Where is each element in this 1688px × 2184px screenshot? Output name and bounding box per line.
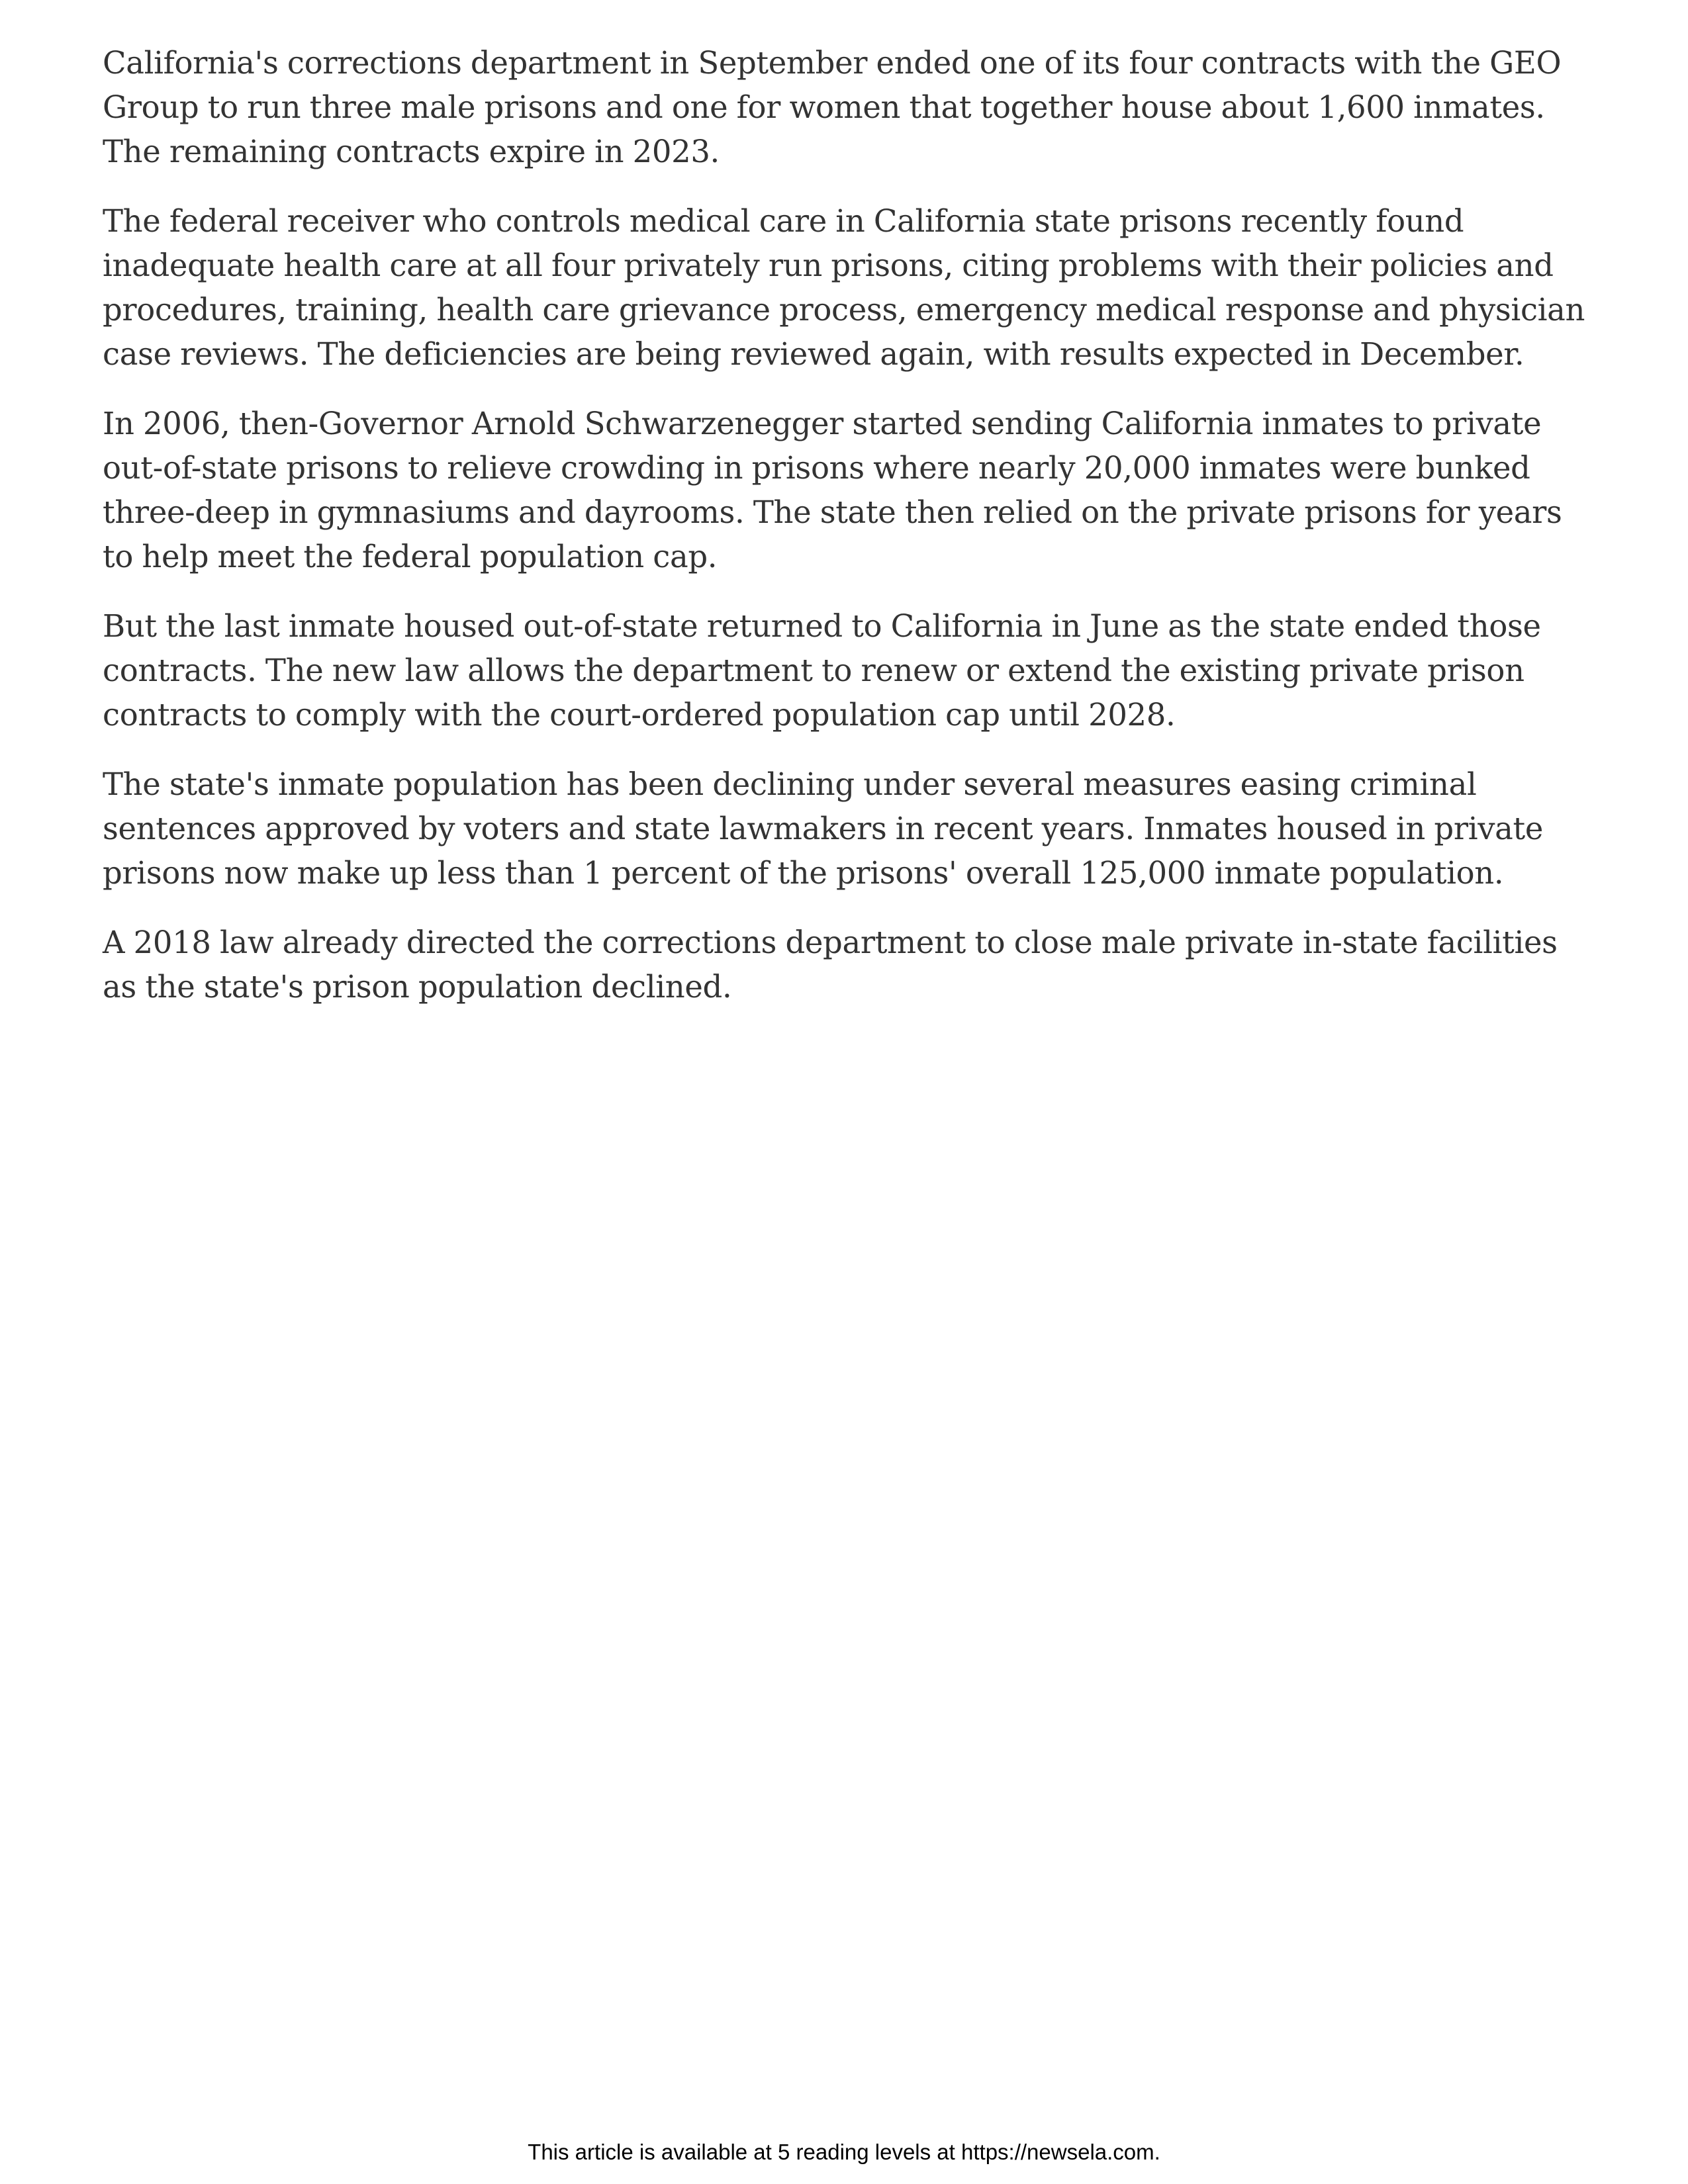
article-paragraph-6: A 2018 law already directed the corrections department to close male private in-state facilities as the state's prison population declined. (103, 925, 1558, 1005)
article-body (103, 41, 1592, 1034)
page-footer: This article is available at 5 reading levels at https://newsela.com. (528, 2140, 1160, 2164)
article-paragraph-1: California's corrections department in September ended one of its four contracts with the GEO Group to run three male prisons and one for women that together house about 1,600 inmates. The remaining contracts expire in 2023. (103, 45, 1562, 169)
article-paragraph-5: The state's inmate population has been declining under several measures easing criminal sentences approved by voters and state lawmakers in recent years. Inmates housed in private prisons now make up less than 1 percent of the prisons' overall 125,000 inmate population. (103, 766, 1544, 891)
article-paragraph-2: The federal receiver who controls medical care in California state prisons recently found inadequate health care at all four privately run prisons, citing problems with their policies and procedures, training, health care grievance process, emergency medical response and physician case reviews. The deficiencies are being reviewed again, with results expected in December. (103, 203, 1585, 372)
article-paragraph-4: But the last inmate housed out-of-state returned to California in June as the state ended those contracts. The new law allows the department to renew or extend the existing private prison contracts to comply with the court-ordered population cap until 2028. (103, 608, 1541, 733)
article-paragraph-3: In 2006, then-Governor Arnold Schwarzenegger started sending California inmates to private out-of-state prisons to relieve crowding in prisons where nearly 20,000 inmates were bunked three-deep in gymnasiums and dayrooms. The state then relied on the private prisons for years to help meet the federal population cap. (103, 406, 1562, 574)
